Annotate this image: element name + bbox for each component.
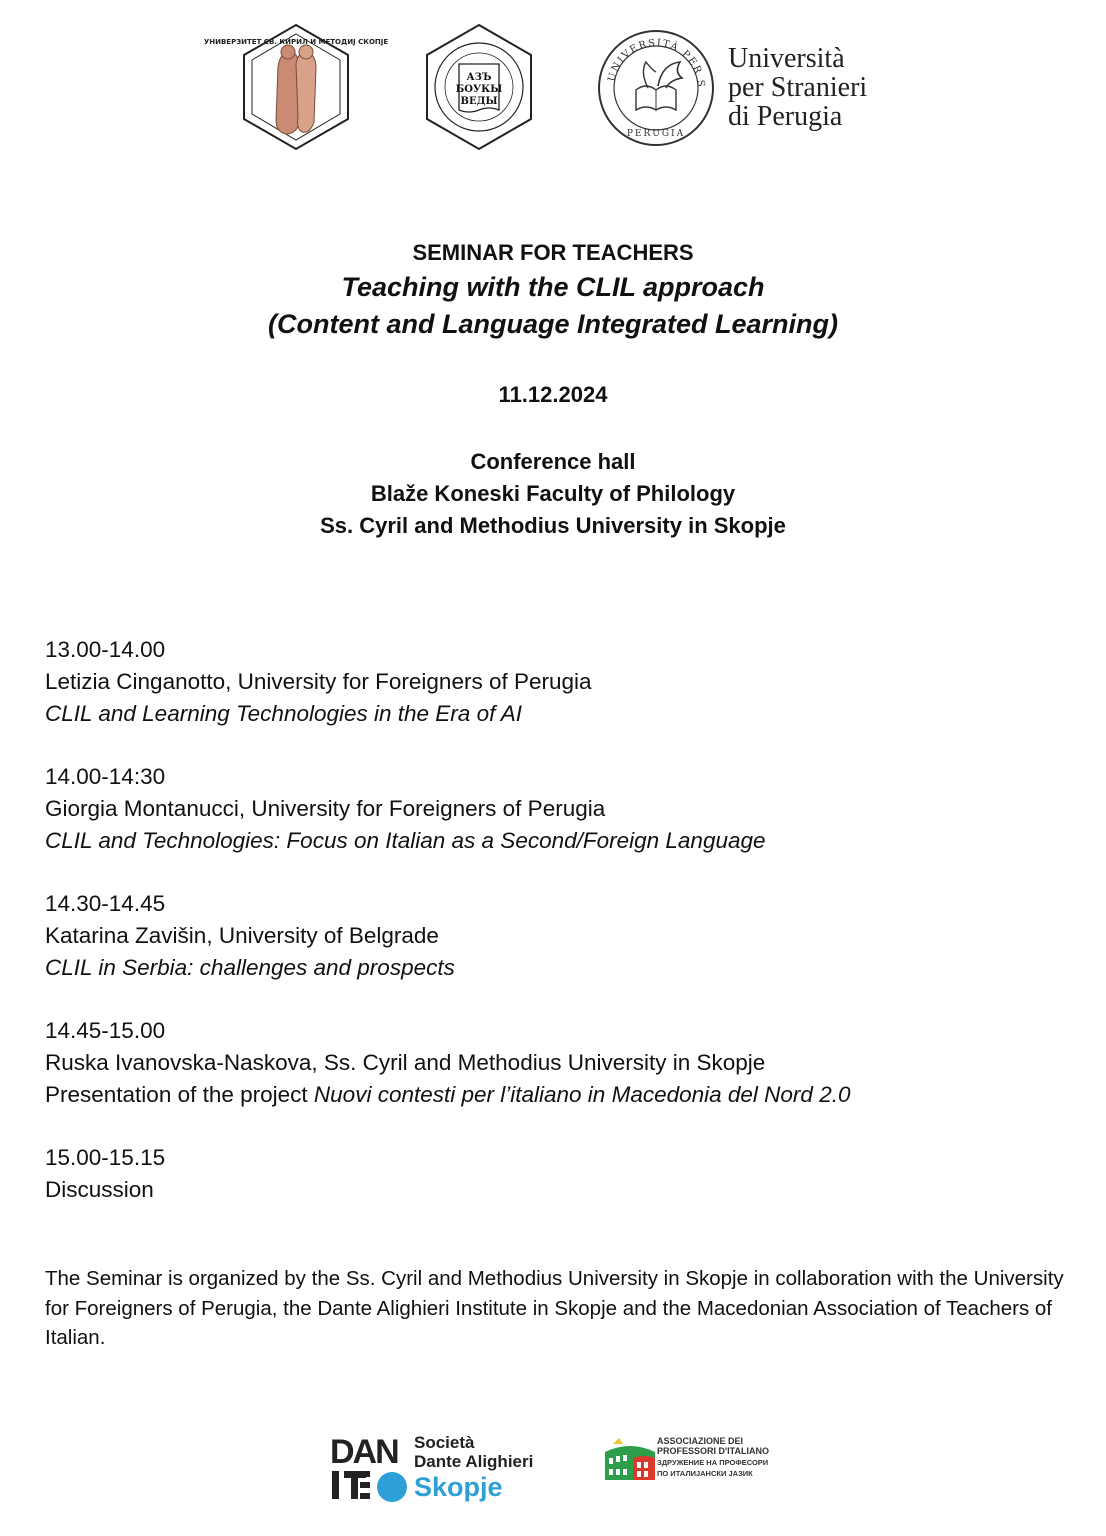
dante-line: Dante Alighieri [414,1452,534,1471]
program-session [45,1015,1085,1111]
session-time: 13.00-14.00 [45,637,166,662]
program-session [45,888,1085,984]
association-wordmark [657,1436,769,1478]
session-time: 14.30-14.45 [45,891,166,916]
organizer-note: The Seminar is organized by the Ss. Cyril and Methodius University in Skopje in collaboration with the University for Foreigners of Perugia, the Dante Alighieri Institute in Skopje and the Macedonian Association of Teachers of Italian. [45,1267,1064,1349]
session-speaker: Katarina Zavišin, University of Belgrade [45,923,439,948]
dante-city: Skopje [414,1472,503,1502]
session-speaker: Discussion [45,1177,154,1202]
colosseum-icon [603,1436,657,1484]
session-time: 15.00-15.15 [45,1145,166,1170]
session-topic: CLIL and Technologies: Focus on Italian as a Second/Foreign Language [45,828,766,853]
program-session [45,761,1085,857]
program-session [45,634,1085,730]
wordmark-line: Università [728,43,845,74]
svg-text:UNIVERSITÀ PER STRANIERI: UNIVERSITÀ PER S [606,37,707,89]
venue-faculty: Blaže Koneski Faculty of Philology [370,481,736,506]
svg-text:АЗЪ: АЗЪ [466,72,492,83]
session-speaker: Ruska Ivanovska-Naskova, Ss. Cyril and Methodius University in Skopje [45,1050,766,1075]
assoc-line: PROFESSORI D'ITALIANO [657,1446,769,1456]
session-topic: CLIL and Learning Technologies in the Era of AI [45,701,523,726]
venue-block [0,446,1106,542]
unistrapg-wordmark [728,44,867,131]
venue-hall: Conference hall [470,449,636,474]
seminar-title: Teaching with the CLIL approach [341,272,765,302]
university-seal-icon [203,22,389,152]
unistrapg-seal-logo [596,28,716,148]
wordmark-line: per Stranieri [728,72,868,103]
svg-text:БОУКЫ: БОУКЫ [455,84,503,95]
scroll-seal-icon [423,22,535,152]
svg-text:DAN: DAN [330,1433,398,1471]
seminar-label: SEMINAR FOR TEACHERS [412,240,694,265]
svg-text:ВЕДЫ: ВЕДЫ [460,96,498,107]
session-speaker: Giorgia Montanucci, University for Foreigners of Perugia [45,796,606,821]
philology-seal-logo [423,22,535,152]
seal-text: УНИВЕРЗИТЕТ СВ. КИРИЛ И МЕТОДИЈ СКОПЈЕ [203,38,389,46]
assoc-line: ПО ИТАЛИЈАНСКИ ЈАЗИК [657,1469,753,1478]
program-list [45,634,1085,1237]
session-topic-prefix: Presentation of the project [45,1082,314,1107]
dante-alighieri-logo [330,1433,545,1505]
session-topic: Nuovi contesti per l’italiano in Macedonia del Nord 2.0 [313,1082,851,1107]
dante-line: Società [414,1433,475,1452]
session-topic: CLIL in Serbia: challenges and prospects [45,955,455,980]
session-speaker: Letizia Cinganotto, University for Foreigners of Perugia [45,669,592,694]
session-time: 14.45-15.00 [45,1018,166,1043]
griffin-seal-icon [596,28,716,148]
seminar-date: 11.12.2024 [498,382,608,407]
venue-university: Ss. Cyril and Methodius University in Skopje [320,513,786,538]
wordmark-line: di Perugia [728,101,843,132]
dante-wordmark [414,1433,533,1503]
dante-mark-icon [330,1433,410,1503]
assoc-line: ASSOCIAZIONE DEI [657,1436,744,1446]
teachers-association-logo [603,1436,769,1484]
session-time: 14.00-14:30 [45,764,166,789]
ukim-seal-logo [203,22,389,152]
assoc-line: ЗДРУЖЕНИЕ НА ПРОФЕСОРИ [657,1458,769,1467]
seminar-subtitle: (Content and Language Integrated Learning) [267,309,838,339]
program-session [45,1142,1085,1206]
svg-text:PERUGIA: PERUGIA [626,129,686,139]
